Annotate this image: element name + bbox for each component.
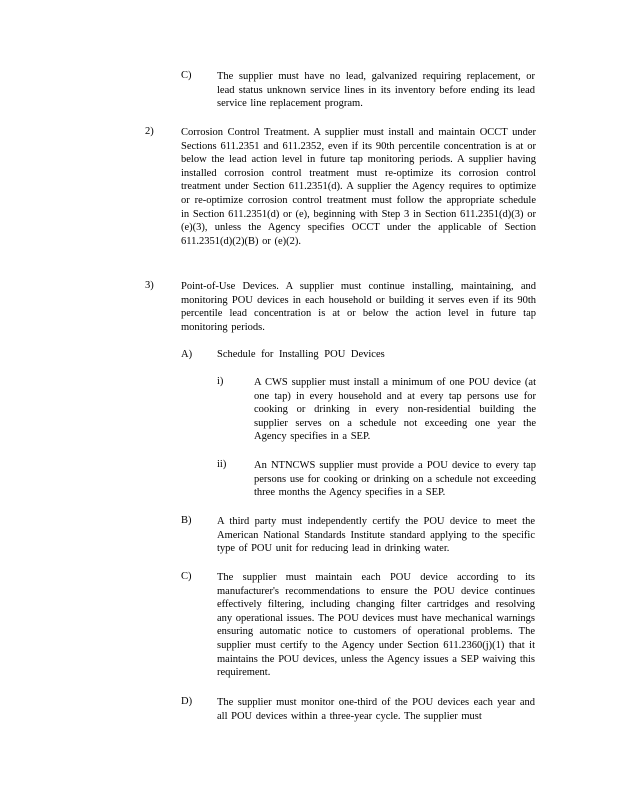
item-text-2: Corrosion Control Treatment. A supplier must install and maintain OCCT under Sections 611.2351 and 611.2352, even if its 90th percentile concentration is at or below the lead action level in future tap monitoring periods. A supplier having installed corrosion control treatment must re-optimize its corrosion control treatment under Section 611.2351(d). A supplier the Agency requires to optimize or re-optimize corrosion control treatment must follow the appropriate schedule in Section 611.2351(d) or (e), beginning with Step 3 in Section 611.2351(d)(3) or (e)(3), unless the Agency specifies OCCT under the applicable of Section 611.2351(d)(2)(B) or (e)(2). xyxy=(181,127,536,247)
item-text-3: Point-of-Use Devices. A supplier must continue installing, maintaining, and monitoring POU devices in each household or building it serves even if its 90th percentile lead concentration is at or below the action level in future tap monitoring periods. xyxy=(181,281,536,333)
item-heading-a: Schedule for Installing POU Devices xyxy=(217,349,385,360)
item-label-3: 3) xyxy=(145,280,154,291)
item-text-b: A third party must independently certify the POU device to meet the American National Standards Institute standard applying to the specific type of POU unit for reducing lead in drinking water. xyxy=(217,516,535,555)
item-label-ii: ii) xyxy=(217,459,227,470)
item-label-a: A) xyxy=(181,349,193,360)
item-label-d: D) xyxy=(181,696,193,707)
item-label-2: 2) xyxy=(145,126,154,137)
item-text-c-top: The supplier must have no lead, galvanized requiring replacement, or lead status unknown service lines in its inventory before ending its lead service line replacement program. xyxy=(217,71,535,110)
item-label-b: B) xyxy=(181,515,192,526)
item-text-ii: An NTNCWS supplier must provide a POU device to every tap persons use for cooking or drinking on a schedule not exceeding three months the Agency specifies in a SEP. xyxy=(254,460,536,499)
item-text-i: A CWS supplier must install a minimum of one POU device (at one tap) in every household and at every tap persons use for cooking or drinking in every non-residential building the supplier serves on a schedule not exceeding one year the Agency specifies in a SEP. xyxy=(254,377,536,443)
item-label-i: i) xyxy=(217,376,224,387)
item-text-c: The supplier must maintain each POU device according to its manufacturer's recommendations to ensure the POU device continues effectively filtering, including changing filter cartridges and resolving any operational issues. The POU devices must have mechanical warnings ensuring automatic notice to customers of operational problems. The supplier must certify to the Agency under Section 611.2360(j)(1) that it maintains the POU devices, unless the Agency issues a SEP waiving this requirement. xyxy=(217,572,535,679)
item-label-c-top: C) xyxy=(181,70,192,81)
item-text-d: The supplier must monitor one-third of the POU devices each year and all POU devices within a three-year cycle. The supplier must xyxy=(217,697,535,722)
item-label-c: C) xyxy=(181,571,192,582)
